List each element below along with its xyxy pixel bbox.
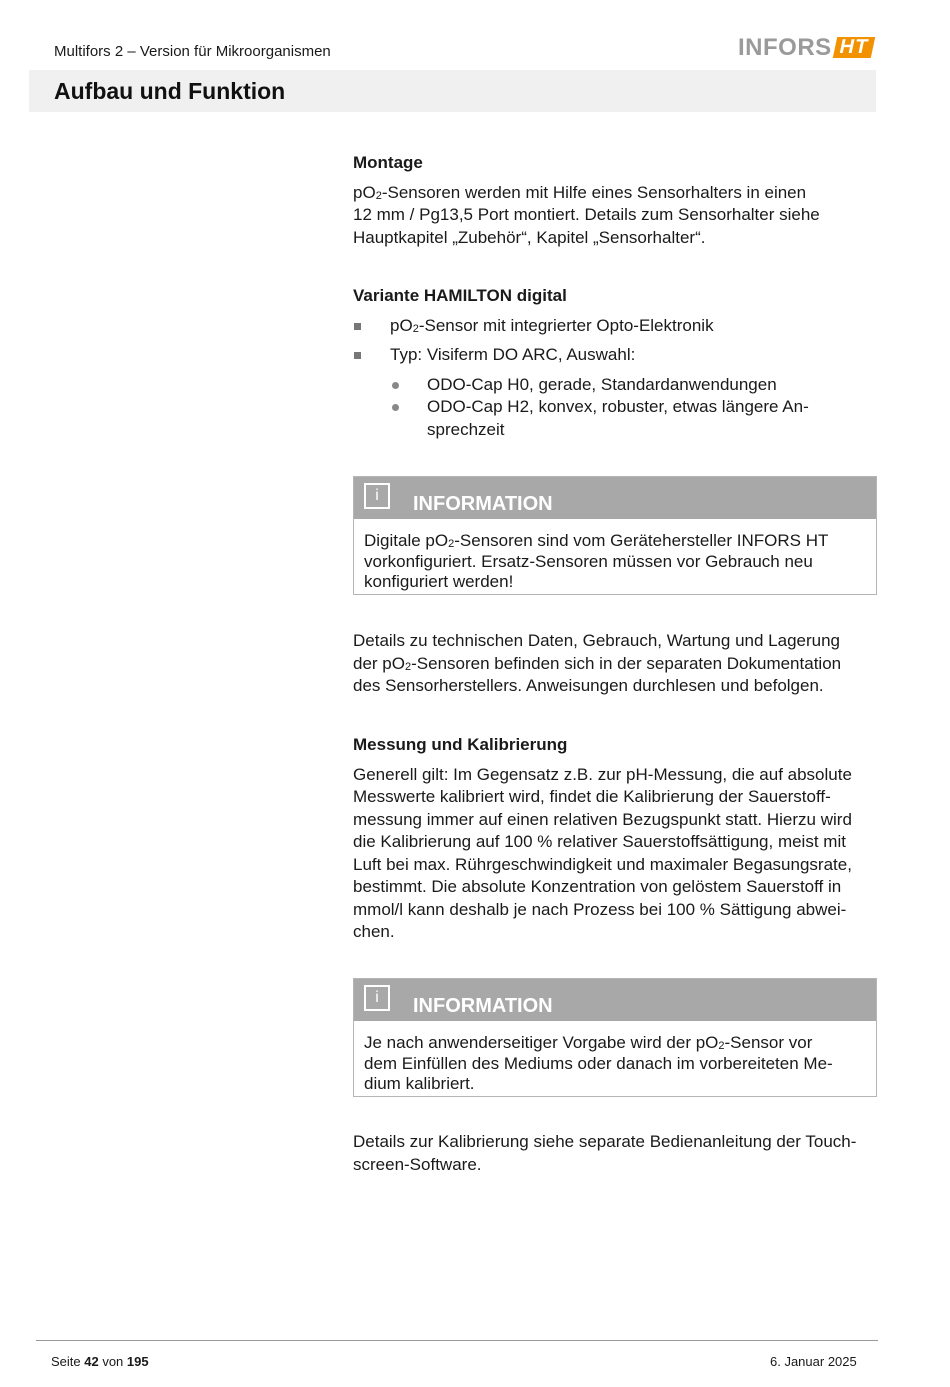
subscript: 2 — [404, 660, 412, 673]
subscript: 2 — [375, 189, 382, 202]
square-bullet-icon — [354, 323, 361, 330]
text-fragment: -Sensor mit integrierter Opto-Elektronik — [418, 315, 714, 335]
text-line: mmol/l kann deshalb je nach Prozess bei 100 % Sättigung abwei- — [353, 899, 847, 919]
square-bullet-icon — [354, 352, 361, 359]
logo-badge: HT — [833, 37, 875, 58]
text-fragment: Seite — [51, 1354, 85, 1369]
information-header — [354, 979, 876, 1021]
text-line: konfiguriert werden! — [364, 572, 514, 591]
current-page: 42 — [84, 1354, 99, 1369]
text-fragment: ODO-Cap H0, gerade, Standardanwendungen — [427, 374, 777, 394]
information-box — [353, 978, 877, 1097]
section-title: Aufbau und Funktion — [54, 78, 286, 104]
info-icon: i — [364, 985, 390, 1011]
montage-section — [353, 152, 877, 249]
text-line: messung immer auf einen relativen Bezugspunkt statt. Hierzu wird — [353, 809, 852, 829]
text-fragment: -Sensoren werden mit Hilfe eines Sensorhalters in einen — [381, 182, 807, 202]
information-title: INFORMATION — [413, 995, 553, 1017]
list-item — [353, 374, 877, 397]
text-line: Details zu technischen Daten, Gebrauch, Wartung und Lagerung — [353, 631, 840, 650]
text-fragment: Je nach anwenderseitiger Vorgabe wird der pO — [364, 1033, 719, 1052]
list-item — [353, 315, 877, 338]
text-fragment: Typ: Visiferm DO ARC, Auswahl: — [390, 345, 636, 364]
closing-paragraph — [353, 1131, 877, 1176]
list-item — [353, 396, 827, 441]
round-bullet-icon — [392, 382, 399, 389]
measurement-paragraph — [353, 764, 877, 944]
text-line: dium kalibriert. — [364, 1074, 475, 1093]
footer-divider — [36, 1340, 878, 1341]
text-line: Details zur Kalibrierung siehe separate Bedienanleitung der Touch- — [353, 1132, 857, 1151]
text-fragment: pO — [353, 182, 376, 202]
text-fragment: von — [98, 1354, 127, 1369]
information-header — [354, 477, 876, 519]
text-fragment: Digitale pO — [364, 531, 449, 550]
text-fragment: der pO — [353, 653, 405, 673]
variant-list — [353, 315, 877, 367]
text-line: dem Einfüllen des Mediums oder danach im vorbereiteten Me- — [364, 1053, 833, 1073]
infors-ht-logo — [738, 34, 871, 61]
subscript: 2 — [718, 1040, 725, 1052]
montage-paragraph — [353, 182, 877, 250]
section-header-bar — [29, 70, 876, 112]
total-pages: 195 — [126, 1354, 149, 1369]
odo-cap-list — [353, 374, 877, 442]
chapter-reference: Hauptkapitel „Zubehör“, Kapitel „Sensorhalter“. — [353, 227, 706, 247]
text-fragment: -Sensor vor — [724, 1033, 813, 1052]
text-fragment: -Sensoren sind vom Gerätehersteller INFORS HT — [454, 531, 829, 550]
variant-section — [353, 285, 877, 441]
text-line: Generell gilt: Im Gegensatz z.B. zur pH-Messung, die auf absolute — [353, 764, 852, 784]
variant-heading: Variante HAMILTON digital — [353, 286, 567, 305]
text-line: 12 mm / Pg13,5 Port montiert. Details zum Sensorhalter siehe — [353, 205, 820, 224]
round-bullet-icon — [392, 404, 399, 411]
text-line: chen. — [353, 922, 395, 941]
page-number — [51, 1354, 149, 1369]
details-paragraph — [353, 630, 877, 698]
text-line: screen-Software. — [353, 1154, 482, 1174]
text-line: des Sensorherstellers. Anweisungen durchlesen und befolgen. — [353, 676, 824, 695]
montage-heading: Montage — [353, 153, 423, 172]
text-fragment: pO — [390, 315, 413, 335]
measurement-heading: Messung und Kalibrierung — [353, 735, 568, 754]
text-line: Messwerte kalibriert wird, findet die Kalibrierung der Sauerstoff- — [353, 787, 831, 806]
text-fragment: -Sensoren befinden sich in der separaten Dokumentation — [411, 653, 842, 673]
list-item — [353, 344, 877, 367]
text-line: bestimmt. Die absolute Konzentration von gelöstem Sauerstoff in — [353, 877, 842, 896]
text-line: die Kalibrierung auf 100 % relativer Sauerstoffsättigung, meist mit — [353, 832, 846, 851]
text-line: Luft bei max. Rührgeschwindigkeit und maximaler Begasungsrate, — [353, 854, 852, 874]
subscript: 2 — [412, 322, 419, 335]
information-box — [353, 476, 877, 595]
document-title: Multifors 2 – Version für Mikroorganismen — [54, 43, 331, 60]
subscript: 2 — [448, 538, 455, 550]
text-line: vorkonfiguriert. Ersatz-Sensoren müssen vor Gebrauch neu — [364, 551, 813, 571]
information-text — [354, 1021, 876, 1095]
footer-date: 6. Januar 2025 — [770, 1354, 857, 1369]
information-title: INFORMATION — [413, 493, 553, 515]
info-icon: i — [364, 483, 390, 509]
measurement-section — [353, 734, 877, 944]
logo-text: INFORS — [738, 34, 832, 61]
information-text — [354, 519, 876, 593]
text-fragment: ODO-Cap H2, konvex, robuster, etwas längere An-sprechzeit — [427, 397, 809, 439]
